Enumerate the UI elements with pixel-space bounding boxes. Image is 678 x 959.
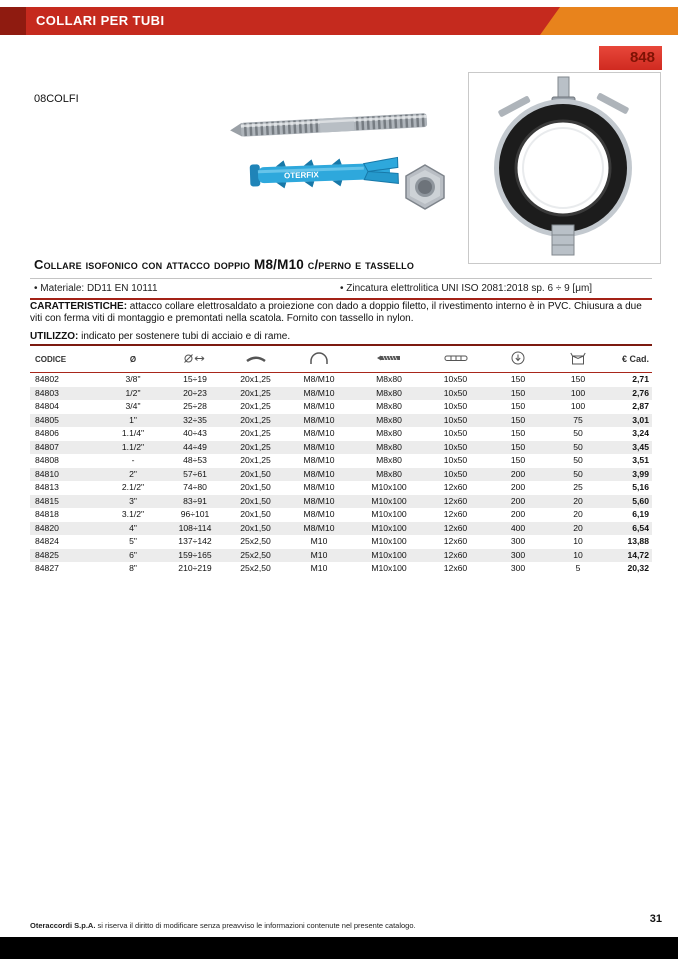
table-row: [30, 481, 652, 495]
table-cell: 200: [510, 482, 526, 492]
table-cell: 3/8": [125, 374, 141, 384]
screw-icon: [376, 353, 402, 363]
hex-nut-image: [400, 162, 450, 212]
product-code: 08COLFI: [34, 93, 79, 105]
table-cell: 1.1/2": [121, 441, 145, 452]
table-cell: M8x80: [376, 401, 402, 411]
table-cell: 20÷23: [183, 387, 207, 398]
table-cell: 100: [570, 387, 586, 398]
load-capacity-icon: [511, 351, 525, 365]
table-cell: 300: [510, 536, 526, 546]
table-cell: 150: [510, 401, 526, 411]
product-photo-frame: [468, 72, 661, 264]
table-cell: 20x1,50: [240, 468, 271, 479]
table-cell: 84827: [35, 563, 59, 573]
table-cell: 20x1,25: [240, 455, 271, 465]
table-cell: 10x50: [443, 428, 468, 438]
table-cell: 150: [570, 374, 586, 384]
table-cell: 57÷61: [183, 468, 207, 479]
table-cell: 84805: [35, 414, 59, 425]
table-cell: 3,51: [632, 455, 649, 465]
table-cell: 1": [129, 414, 137, 425]
table-cell: 25x2,50: [240, 549, 271, 560]
utilizzo-paragraph: [30, 331, 654, 343]
table-cell: 20x1,25: [240, 414, 271, 425]
spec-bullets: [34, 283, 652, 294]
product-title: [34, 257, 414, 272]
red-divider: [30, 298, 652, 300]
table-cell: M8/M10: [303, 509, 335, 519]
table-cell: 200: [510, 468, 526, 479]
footer-text: si riserva il diritto di modificare senza preavviso le informazioni contenute nel presente catalogo.: [95, 921, 416, 930]
table-cell: 84824: [35, 536, 59, 546]
table-header-row: [30, 345, 652, 373]
footer-company: Oteraccordi S.p.A.: [30, 921, 96, 930]
table-cell: M10x100: [371, 563, 407, 573]
table-cell: 150: [510, 428, 526, 438]
col-header-confezione: [549, 345, 607, 373]
table-cell: 15÷19: [183, 374, 207, 384]
table-row: [30, 468, 652, 482]
table-cell: 12x60: [443, 522, 468, 533]
table-cell: 159÷165: [178, 549, 212, 560]
utilizzo-text: indicato per sostenere tubi di acciaio e di rame.: [78, 331, 291, 342]
table-cell: 84810: [35, 468, 59, 479]
table-cell: M8x80: [376, 374, 402, 384]
product-title-size: M8/M10: [254, 257, 304, 272]
table-cell: M8x80: [376, 441, 402, 452]
table-cell: M10x100: [371, 549, 407, 560]
table-cell: 3/4": [125, 401, 141, 411]
product-title-part1: Collare isofonico con attacco doppio: [34, 257, 255, 272]
table-cell: 20: [573, 509, 583, 519]
table-cell: M8/M10: [303, 401, 335, 411]
table-cell: 20x1,25: [240, 428, 271, 438]
caratteristiche-label: CARATTERISTICHE:: [30, 301, 128, 312]
table-row: [30, 400, 652, 414]
table-cell: 150: [510, 414, 526, 425]
table-cell: 25÷28: [183, 401, 207, 411]
table-cell: 12x60: [443, 549, 468, 560]
table-cell: 10: [573, 549, 583, 560]
table-cell: M8/M10: [303, 468, 335, 479]
thread-attachment-icon: [308, 352, 330, 365]
table-cell: 20x1,50: [240, 509, 271, 519]
table-row: [30, 522, 652, 536]
table-cell: M10: [310, 563, 328, 573]
table-cell: 25x2,50: [240, 536, 271, 546]
table-cell: 210÷219: [178, 563, 212, 573]
table-cell: 84825: [35, 549, 59, 560]
table-cell: 84804: [35, 401, 59, 411]
table-cell: 150: [510, 387, 526, 398]
table-cell: 12x60: [443, 495, 468, 506]
table-row: [30, 495, 652, 509]
table-cell: 48÷53: [183, 455, 207, 465]
table-cell: M8/M10: [303, 374, 335, 384]
caratteristiche-paragraph: [30, 301, 654, 325]
table-cell: 1/2": [125, 387, 141, 398]
table-cell: 83÷91: [183, 495, 207, 506]
table-cell: 137÷142: [178, 536, 212, 546]
table-cell: 96÷101: [180, 509, 210, 519]
nylon-dowel-image: [245, 147, 403, 198]
header-accent-shape: [540, 7, 678, 35]
table-row: [30, 549, 652, 563]
title-divider: [30, 278, 652, 279]
product-title-part2: c/perno e tassello: [303, 257, 415, 272]
table-cell: M8/M10: [303, 428, 335, 438]
table-cell: 20: [573, 495, 583, 506]
table-cell: 50: [573, 441, 583, 452]
col-header-attacco: [284, 345, 354, 373]
table-row: [30, 562, 652, 576]
table-cell: 14,72: [627, 549, 649, 560]
table-cell: 20x1,25: [240, 374, 271, 384]
table-cell: 32÷35: [183, 414, 207, 425]
material-spec: • Materiale: DD11 EN 10111: [34, 283, 158, 294]
col-header-prezzo: € Cad.: [607, 345, 652, 373]
table-cell: M10x100: [371, 536, 407, 546]
table-cell: 12x60: [443, 563, 468, 573]
table-cell: 10x50: [443, 441, 468, 452]
table-cell: 12x60: [443, 509, 468, 519]
table-cell: 5,60: [632, 495, 649, 506]
table-row: [30, 454, 652, 468]
table-cell: 5": [129, 536, 137, 546]
table-cell: 3.1/2": [121, 509, 145, 519]
table-cell: M8/M10: [303, 441, 335, 452]
col-header-codice: CODICE: [30, 345, 103, 373]
table-body: [30, 373, 652, 576]
page-tab-number: 848: [599, 46, 662, 70]
table-cell: 4": [129, 522, 137, 533]
table-cell: 20x1,50: [240, 482, 271, 492]
table-cell: 12x60: [443, 536, 468, 546]
table-cell: 40÷43: [183, 428, 207, 438]
table-cell: 6": [129, 549, 137, 560]
table-cell: 84820: [35, 522, 59, 533]
table-cell: 3,99: [632, 468, 649, 479]
table-cell: 108÷114: [178, 522, 212, 533]
table-cell: 300: [510, 549, 526, 560]
table-cell: 6,54: [632, 522, 649, 533]
table-cell: 84802: [35, 374, 59, 384]
table-cell: 150: [510, 455, 526, 465]
table-cell: 5,16: [632, 482, 649, 492]
table-cell: M8x80: [376, 387, 402, 398]
col-header-tassello: [424, 345, 487, 373]
table-cell: 400: [510, 522, 526, 533]
col-header-band: [227, 345, 284, 373]
table-cell: 75: [573, 414, 583, 425]
table-cell: 20x1,25: [240, 441, 271, 452]
table-cell: 20x1,50: [240, 522, 271, 533]
table-cell: 3": [129, 495, 137, 506]
table-cell: 20: [573, 522, 583, 533]
table-cell: 84803: [35, 387, 59, 398]
table-cell: 2,76: [632, 387, 649, 398]
table-cell: M8/M10: [303, 495, 335, 506]
table-cell: 84808: [35, 455, 59, 465]
table-cell: 20x1,50: [240, 495, 271, 506]
table-cell: 2": [129, 468, 137, 479]
table-cell: 74÷80: [183, 482, 207, 492]
dowel-brand-text: OTERFIX: [283, 170, 319, 181]
table-cell: 10x50: [443, 414, 468, 425]
table-cell: M10: [310, 549, 328, 560]
table-cell: 20,32: [627, 563, 649, 573]
table-cell: 20x1,25: [240, 401, 271, 411]
table-row: [30, 414, 652, 428]
table-row: [30, 427, 652, 441]
header-notch: [0, 7, 26, 35]
dowel-icon: [443, 353, 469, 363]
table-cell: 25: [573, 482, 583, 492]
table-cell: 20x1,25: [240, 387, 271, 398]
table-cell: M8x80: [376, 428, 402, 438]
table-cell: M10x100: [371, 495, 407, 506]
table-cell: 50: [573, 455, 583, 465]
table-row: [30, 508, 652, 522]
table-cell: 100: [570, 401, 586, 411]
spec-table: [30, 344, 652, 576]
table-cell: 200: [510, 495, 526, 506]
table-cell: 84807: [35, 441, 59, 452]
table-cell: 84815: [35, 495, 59, 506]
table-row: [30, 373, 652, 387]
utilizzo-label: UTILIZZO:: [30, 331, 79, 342]
table-cell: 10x50: [443, 468, 468, 479]
table-row: [30, 535, 652, 549]
coating-spec: • Zincatura elettrolitica UNI ISO 2081:2018 sp. 6 ÷ 9 [μm]: [340, 283, 593, 294]
table-cell: M8x80: [376, 455, 402, 465]
table-cell: 1.1/4": [121, 428, 145, 438]
section-title: COLLARI PER TUBI: [36, 13, 165, 28]
table-cell: 3,24: [632, 428, 649, 438]
table-cell: 84818: [35, 509, 59, 519]
table-cell: 2.1/2": [121, 482, 145, 492]
col-header-portata: [487, 345, 549, 373]
table-cell: 84806: [35, 428, 59, 438]
table-cell: 10: [573, 536, 583, 546]
bottom-bar: [0, 937, 678, 959]
table-cell: M10x100: [371, 482, 407, 492]
table-cell: M8/M10: [303, 387, 335, 398]
table-cell: 10x50: [443, 387, 468, 398]
table-cell: 10x50: [443, 455, 468, 465]
table-cell: 44÷49: [183, 441, 207, 452]
table-cell: 12x60: [443, 482, 468, 492]
stud-screw-image: [227, 103, 436, 148]
table-cell: 6,19: [632, 509, 649, 519]
band-section-icon: [245, 352, 267, 364]
table-cell: 3,45: [632, 441, 649, 452]
table-cell: M10: [310, 536, 328, 546]
pipe-clamp-image: [469, 73, 658, 261]
table-cell: M8x80: [376, 414, 402, 425]
diameter-range-icon: [183, 352, 207, 365]
col-header-range: [163, 345, 227, 373]
table-cell: 50: [573, 428, 583, 438]
table-row: [30, 441, 652, 455]
table-cell: 10x50: [443, 374, 468, 384]
table-cell: 50: [573, 468, 583, 479]
table-cell: 300: [510, 563, 526, 573]
page-number: 31: [649, 913, 662, 925]
table-cell: 5: [575, 563, 581, 573]
table-cell: M8/M10: [303, 414, 335, 425]
table-cell: M10x100: [371, 522, 407, 533]
table-cell: M8/M10: [303, 522, 335, 533]
table-cell: 8": [129, 563, 137, 573]
caratteristiche-text: attacco collare elettrosaldato a proiezione con dado a doppio filetto, il rivestimento interno è in PVC. Chiusura a due viti con ferma viti di montaggio e premontati nella scatola. Fornito con tassello in nylon.: [30, 301, 642, 324]
table-cell: M10x100: [371, 509, 407, 519]
col-header-perno: [354, 345, 424, 373]
table-cell: 25x2,50: [240, 563, 271, 573]
table-cell: 200: [510, 509, 526, 519]
pack-quantity-icon: [570, 352, 586, 365]
table-cell: 2,71: [632, 374, 649, 384]
table-cell: 150: [510, 441, 526, 452]
table-cell: -: [131, 455, 135, 465]
table-cell: M8x80: [376, 468, 402, 479]
header-bar: [0, 7, 678, 35]
footer-disclaimer: [30, 921, 416, 930]
table-cell: 10x50: [443, 401, 468, 411]
col-header-diametro: Ø: [103, 345, 163, 373]
table-cell: 84813: [35, 482, 59, 492]
table-cell: M8/M10: [303, 455, 335, 465]
table-cell: M8/M10: [303, 482, 335, 492]
table-cell: 150: [510, 374, 526, 384]
table-cell: 3,01: [632, 414, 649, 425]
table-cell: 2,87: [632, 401, 649, 411]
table-cell: 13,88: [627, 536, 649, 546]
table-row: [30, 387, 652, 401]
